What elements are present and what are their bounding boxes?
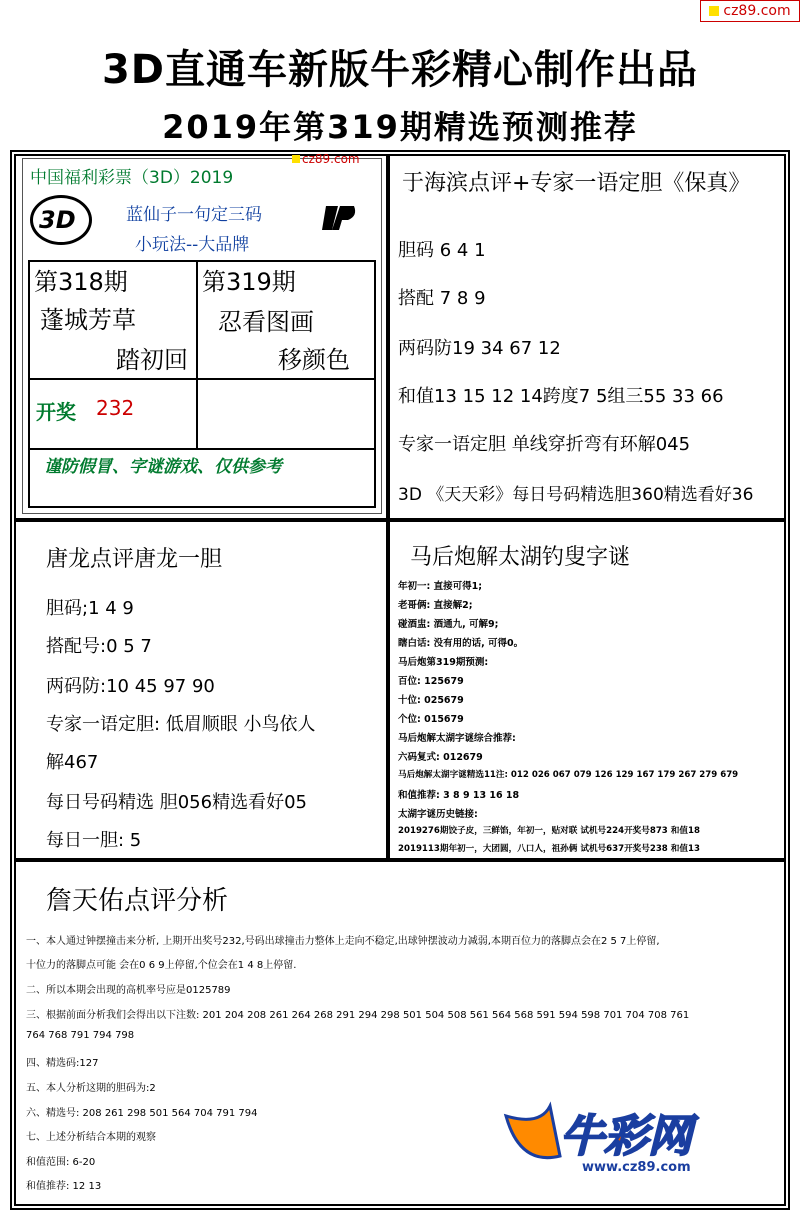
tang-line: 两码防:10 45 97 90: [46, 676, 215, 697]
ma-line: 百位: 125679: [398, 676, 464, 687]
tang-line: 每日号码精选 胆056精选看好05: [46, 792, 307, 813]
3d-logo: 3D: [30, 195, 92, 245]
zhan-line: 764 768 791 794 798: [26, 1030, 135, 1041]
ma-line: 碰酒盅: 酒通九, 可解9;: [398, 619, 499, 630]
yu-line: 胆码 6 4 1: [398, 240, 486, 261]
prev-issue: 第318期: [34, 268, 128, 296]
ma-line: 和值推荐: 3 8 9 13 16 18: [398, 790, 520, 801]
slogan-2: 小玩法--大品牌: [135, 235, 250, 255]
zhan-line: 和值推荐: 12 13: [26, 1181, 102, 1192]
ma-line: 马后炮第319期预测:: [398, 657, 489, 668]
ma-line: 瞎白话: 没有用的话, 可得0。: [398, 638, 524, 649]
warning-text: 谨防假冒、字谜游戏、仅供参考: [44, 457, 282, 477]
square-icon: [709, 6, 719, 16]
yu-line: 3D 《天天彩》每日号码精选胆360精选看好36: [398, 485, 754, 505]
ma-line: 十位: 025679: [398, 695, 464, 706]
ma-line: 年初一: 直接可得1;: [398, 581, 483, 592]
prev-riddle-1: 蓬城芳草: [40, 306, 136, 334]
table-divider-h2: [28, 448, 376, 450]
cur-riddle-2: 移颜色: [278, 346, 350, 374]
tang-title: 唐龙点评唐龙一胆: [46, 547, 223, 572]
tang-line: 专家一语定胆: 低眉顺眼 小鸟依人: [46, 714, 316, 735]
ma-line: 老哥俩: 直接解2;: [398, 600, 473, 611]
zhan-line: 七、上述分析结合本期的观察: [26, 1132, 156, 1143]
zhan-line: 六、精选号: 208 261 298 501 564 704 791 794: [26, 1108, 258, 1119]
cur-issue: 第319期: [202, 268, 296, 296]
yu-title: 于海滨点评+专家一语定胆《保真》: [402, 171, 751, 196]
tang-line: 搭配号:0 5 7: [46, 636, 152, 657]
zhan-title: 詹天佑点评分析: [46, 886, 229, 916]
zhan-line: 四、精选码:127: [26, 1058, 99, 1069]
table-divider-v: [196, 260, 198, 450]
slogan-1: 蓝仙子一句定三码: [126, 205, 262, 225]
tang-line: 胆码;1 4 9: [46, 598, 134, 619]
ma-line: 2019276期饺子皮，三鲜馅，年初一，贴对联 试机号224开奖号873 和值18: [398, 826, 700, 836]
ma-line: 2019113期年初一，大团圆，八口人，祖孙俩 试机号637开奖号238 和值13: [398, 844, 700, 854]
ma-line: 马后炮解太湖字谜综合推荐:: [398, 733, 516, 744]
site-badge: cz89.com: [700, 0, 800, 22]
cp-logo-icon: [318, 198, 358, 238]
yu-line: 专家一语定胆 单线穿折弯有环解045: [398, 434, 691, 455]
ma-line: 太湖字谜历史链接:: [398, 809, 478, 820]
yu-line: 搭配 7 8 9: [398, 288, 486, 309]
page-title: 3D直通车新版牛彩精心制作出品: [101, 47, 699, 93]
zhan-line: 二、所以本期会出现的高机率号应是0125789: [26, 985, 231, 996]
page-subtitle: 2019年第319期精选预测推荐: [162, 108, 638, 146]
draw-number: 232: [96, 396, 135, 420]
tang-line: 每日一胆: 5: [46, 830, 142, 851]
yu-line: 两码防19 34 67 12: [398, 338, 561, 359]
cur-riddle-1: 忍看图画: [218, 308, 314, 336]
zhan-line: 五、本人分析这期的胆码为:2: [26, 1083, 156, 1094]
niucai-logo: 牛彩网 www.cz89.com: [500, 1086, 740, 1186]
draw-label: 开奖: [36, 400, 76, 424]
prev-riddle-2: 踏初回: [116, 346, 188, 374]
yu-line: 和值13 15 12 14跨度7 5组三55 33 66: [398, 386, 724, 407]
table-divider-h: [28, 378, 376, 380]
ma-line: 马后炮解太湖字谜精选11注: 012 026 067 079 126 129 167 179 267 279 679: [398, 770, 739, 780]
lottery-badge: cz89.com: [292, 152, 360, 166]
ma-line: 六码复式: 012679: [398, 752, 483, 763]
zhan-line: 一、本人通过钟摆撞击来分析, 上期开出奖号232,号码出球撞击力整体上走向不稳定,出球钟摆波动力减弱,本期百位力的落脚点会在2 5 7上停留,: [26, 936, 660, 947]
tang-line: 解467: [46, 752, 99, 773]
zhan-line: 和值范围: 6-20: [26, 1157, 96, 1168]
lottery-header: 中国福利彩票（3D）2019: [30, 168, 234, 188]
zhan-line: 三、根据前面分析我们会得出以下注数: 201 204 208 261 264 268 291 294 298 501 504 508 561 564 568 591 594 598 701 704 708 761: [26, 1010, 690, 1021]
ma-line: 个位: 015679: [398, 714, 464, 725]
zhan-line: 十位力的落脚点可能 会在0 6 9上停留,个位会在1 4 8上停留.: [26, 960, 297, 971]
ma-title: 马后炮解太湖钓叟字谜: [410, 545, 631, 570]
